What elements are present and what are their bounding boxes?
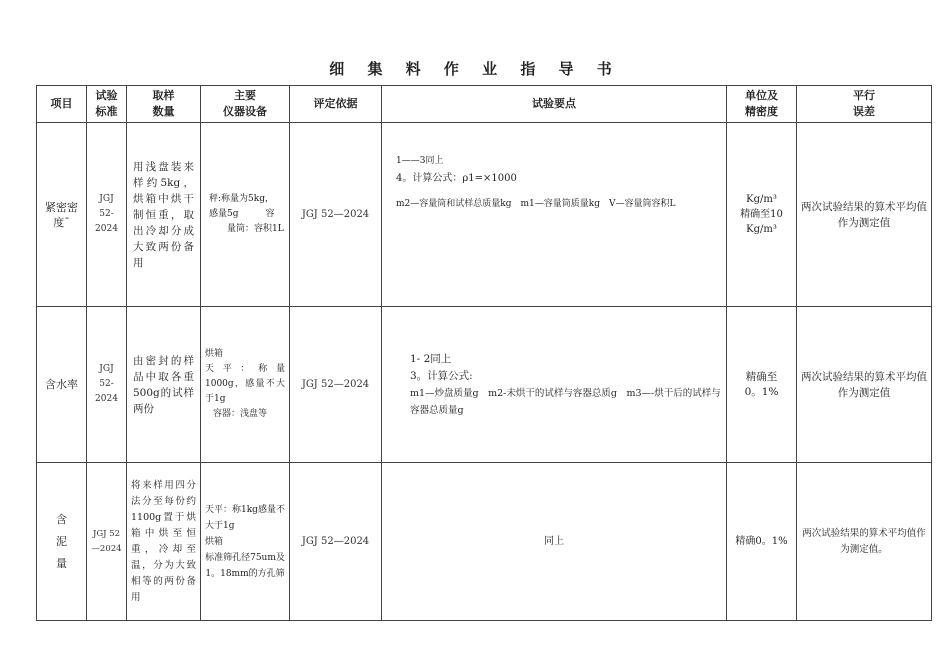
row-sample-cell: 用浅盘装来样约5kg，烘箱中烘干制恒重，取出冷却分成大致两份备用	[127, 123, 201, 307]
keypoint-line: m2—容量筒和试样总质量kg m1—容量筒质量kg V—容量筒容积L	[396, 199, 676, 209]
spacer	[396, 187, 722, 196]
row-equipment-cell	[201, 123, 290, 307]
header-equipment-line-1: 主要	[234, 89, 256, 102]
keypoint-line: 1——3同上	[396, 156, 444, 166]
header-standard	[87, 86, 127, 123]
item-char: 量	[56, 556, 67, 570]
row-equipment-cell	[201, 463, 290, 621]
unit-line: Kg/m³	[746, 194, 777, 205]
table-row	[37, 307, 932, 463]
row-unit-cell	[727, 123, 797, 307]
row-unit-cell: 精确0。1%	[727, 463, 797, 621]
header-sample-line-2: 数量	[152, 105, 175, 118]
unit-line: 精确至	[745, 370, 778, 383]
row-item-cell: 含水率	[37, 307, 87, 463]
row-basis-cell: JGJ 52—2024	[290, 307, 382, 463]
unit-line: Kg/m³	[746, 224, 777, 235]
standard-line: 52-	[99, 379, 114, 389]
keypoint-line: 3。计算公式:	[410, 369, 473, 382]
row-basis-cell: JGJ 52—2024	[290, 123, 382, 307]
row-standard-cell	[87, 123, 127, 307]
row-error-cell: 两次试验结果的算术平均值作为测定值	[797, 307, 932, 463]
row-basis-cell: JGJ 52—2024	[290, 463, 382, 621]
header-standard-line-1: 试验	[95, 89, 118, 102]
row-item-cell: 紧密密度¯	[37, 123, 87, 307]
equipment-line: 秤:称量为5kg，	[209, 194, 274, 204]
equipment-line: 烘箱	[205, 536, 224, 547]
row-equipment-cell	[201, 307, 290, 463]
standard-line: —2024	[91, 543, 122, 554]
document-title: 细 集 料 作 业 指 导 书	[329, 60, 621, 78]
row-keypoints-cell	[382, 123, 727, 307]
header-basis: 评定依据	[290, 86, 382, 123]
header-keypoints: 试验要点	[382, 86, 727, 123]
equipment-line: 量筒：容积1L	[227, 224, 284, 234]
standard-line: 52-	[99, 209, 114, 219]
unit-line: 0。1%	[744, 385, 779, 398]
standard-line: 2024	[95, 394, 118, 404]
equipment-line: 感量5g 容	[209, 209, 275, 219]
unit-line: 精确至10	[740, 209, 783, 220]
item-char: 含	[56, 512, 67, 526]
header-error	[797, 86, 932, 123]
standard-line: JGJ 52	[92, 528, 121, 539]
row-error-cell: 两次试验结果的算术平均值作为测定值。	[797, 463, 932, 621]
row-standard-cell	[87, 307, 127, 463]
header-error-line-1: 平行	[853, 89, 875, 102]
header-standard-line-2: 标准	[95, 105, 118, 118]
item-char: 泥	[56, 534, 67, 548]
header-equipment-line-2: 仪器设备	[223, 105, 267, 118]
header-sample	[127, 86, 201, 123]
standard-line: 2024	[95, 224, 118, 234]
header-equipment	[201, 86, 290, 123]
header-error-line-2: 误差	[853, 105, 875, 118]
row-item-cell	[37, 463, 87, 621]
header-unit	[727, 86, 797, 123]
header-item: 项目	[37, 86, 87, 123]
equipment-line: 天平：称1kg感量不大于1g	[205, 504, 285, 531]
table-row	[37, 123, 932, 307]
keypoint-line: m1—炒盘质量g m2-未烘干的试样与容器总质g m3—-烘干后的试样与容器总质量g	[410, 387, 721, 416]
table-row	[37, 463, 932, 621]
equipment-line: 烘箱	[205, 349, 224, 359]
keypoint-line: 1- 2同上	[410, 352, 452, 365]
row-standard-cell	[87, 463, 127, 621]
equipment-line: 容器：浅盘等	[213, 409, 268, 419]
equipment-line: 天平：称量1000g，感量不大于1g	[205, 364, 285, 404]
row-keypoints-cell: 同上	[382, 463, 727, 621]
header-sample-line-1: 取样	[152, 89, 175, 102]
row-sample-cell: 由密封的样品中取各重500g的试样两份	[127, 307, 201, 463]
header-unit-line-1: 单位及	[745, 89, 778, 102]
standard-line: JGJ	[99, 364, 114, 374]
header-unit-line-2: 精密度	[745, 105, 778, 118]
guide-table	[36, 85, 932, 621]
keypoint-line: 4。计算公式：ρ1=×1000	[396, 173, 517, 184]
row-error-cell: 两次试验结果的算术平均值作为测定值	[797, 123, 932, 307]
standard-line: JGJ	[99, 194, 114, 204]
row-keypoints-cell	[382, 307, 727, 463]
row-sample-cell: 将来样用四分法分至每份约1100g置于烘箱中烘至恒重，冷却至温，分为大致相等的两份备用	[127, 463, 201, 621]
header-row	[37, 86, 932, 123]
row-unit-cell	[727, 307, 797, 463]
equipment-line: 标准筛孔径75um及1。18mm的方孔筛	[205, 552, 285, 579]
